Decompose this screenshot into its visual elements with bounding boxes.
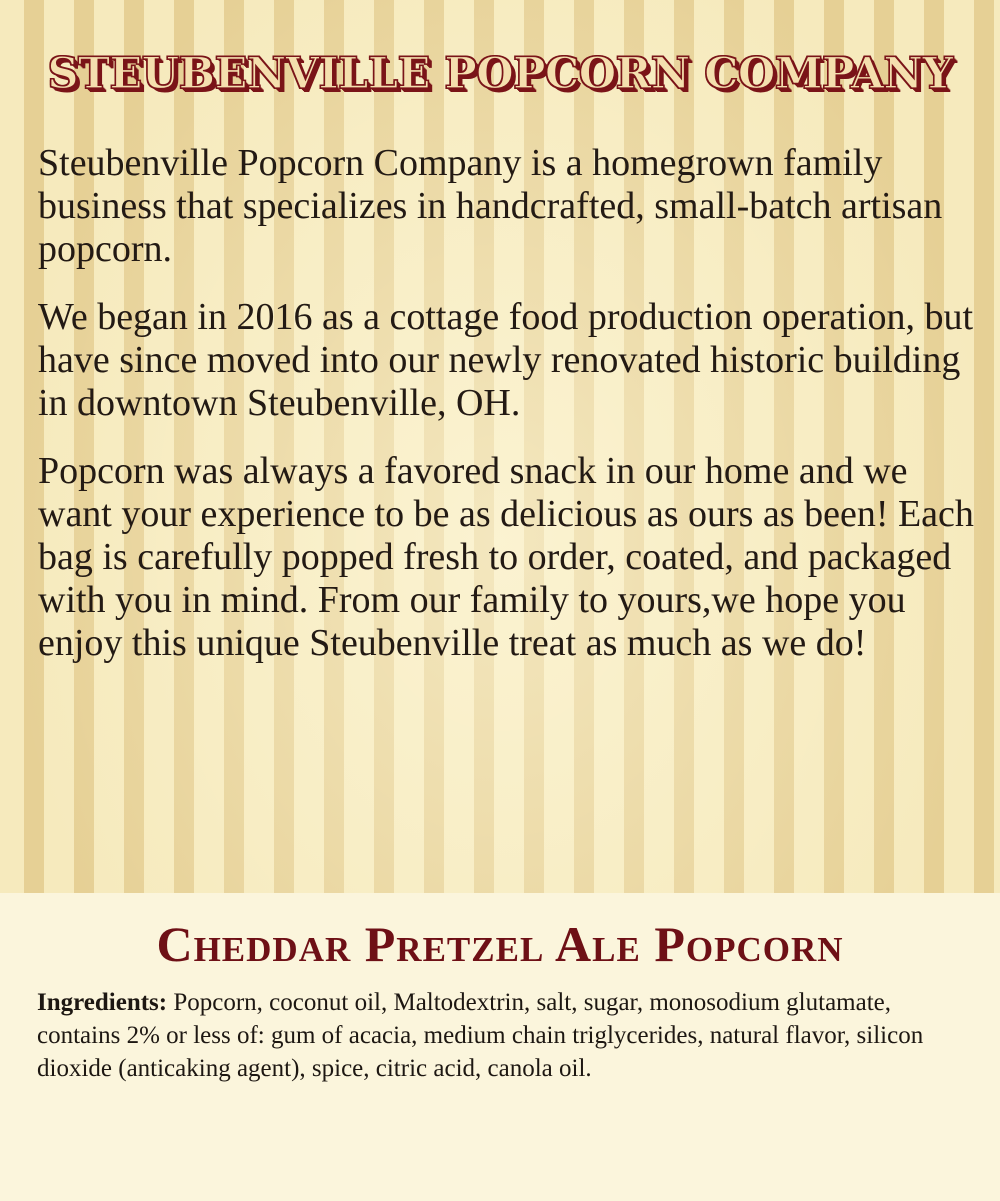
ingredients-text: Popcorn, coconut oil, Maltodextrin, salt, sugar, monosodium glutamate, contains 2% or less of: gum of acacia, medium chain triglycerides, natural flavor, silicon dioxide (anticaking agent), spice, citric acid, canola oil.: [37, 989, 924, 1082]
brand-title: STEUBENVILLE POPCORN COMPANY: [47, 49, 953, 99]
product-name: Cheddar Pretzel Ale Popcorn: [156, 916, 844, 972]
company-story: [38, 142, 983, 690]
story-paragraph-1: Steubenville Popcorn Company is a homegrown family business that specializes in handcrafted, small-batch artisan popcorn.: [38, 142, 943, 270]
ingredients-label: Ingredients:: [37, 989, 168, 1016]
story-paragraph-2: We began in 2016 as a cottage food production operation, but have since moved into our newly renovated historic building in downtown Steubenville, OH.: [38, 296, 974, 424]
story-paragraph-3: Popcorn was always a favored snack in our home and we want your experience to be as delicious as ours as been! Each bag is carefully popped fresh to order, coated, and packaged with you in mind. From our family to yours,we hope you enjoy this unique Steubenville treat as much as we do!: [38, 450, 974, 664]
ingredients-list: [37, 986, 977, 1085]
